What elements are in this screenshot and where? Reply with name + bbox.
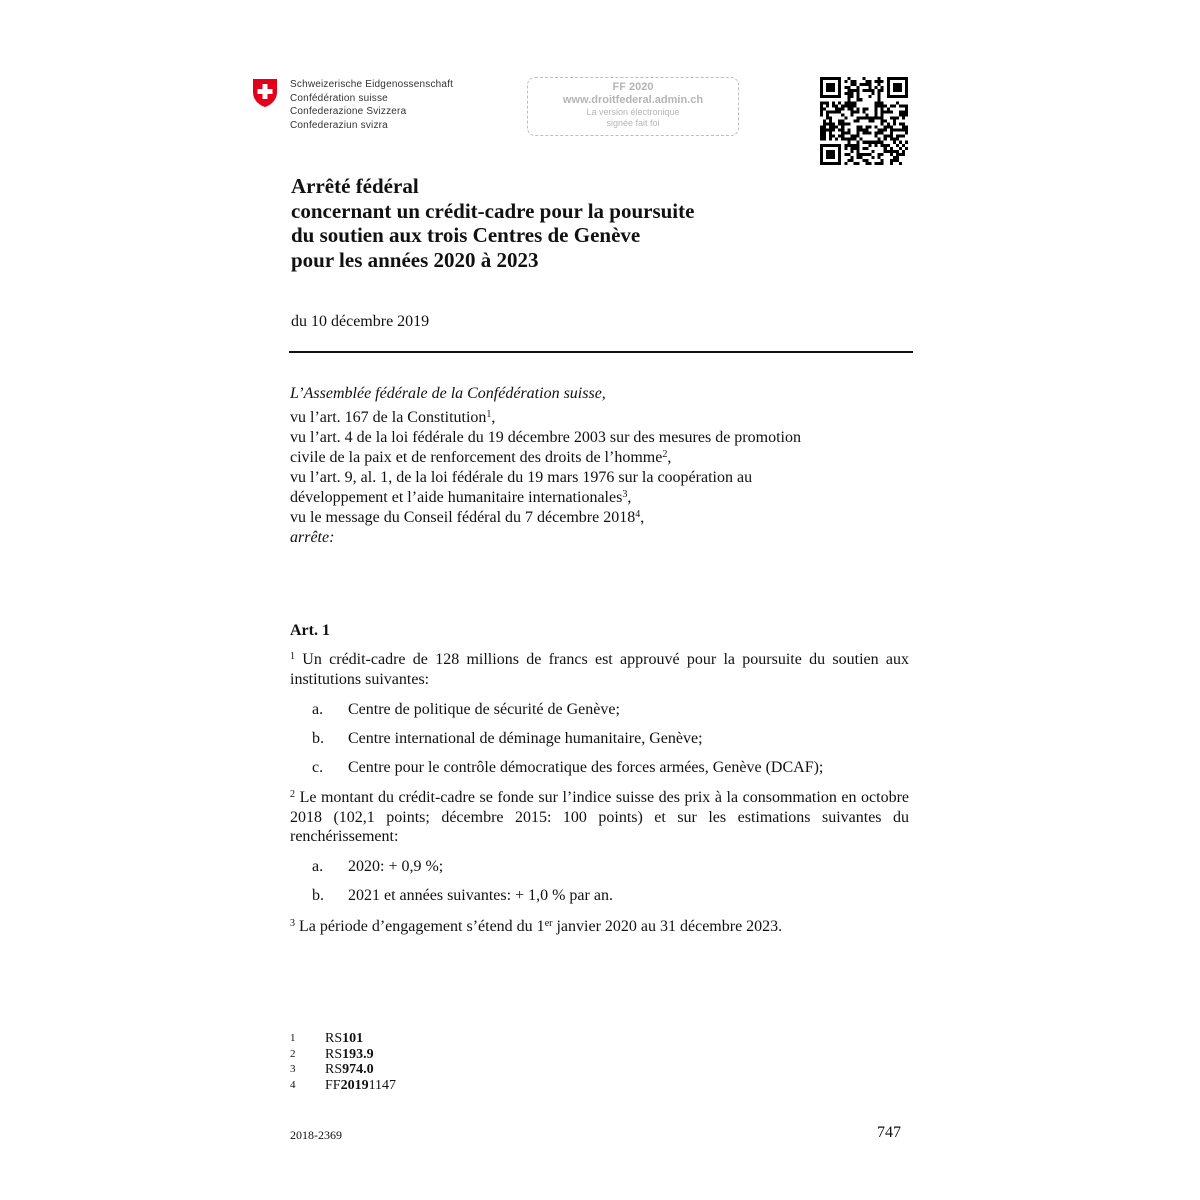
list-item: c. Centre pour le contrôle démocratique des forces armées, Genève (DCAF); [312, 758, 824, 776]
article-title: Art. 1 [290, 622, 330, 639]
preamble-line: vu le message du Conseil fédéral du 7 décembre 2018$^4$, [290, 509, 645, 526]
assembly-line: L’Assemblée fédérale de la Confédération suisse, [290, 385, 606, 402]
footnote: 3 RS 974.0 [290, 1062, 374, 1077]
preamble [290, 384, 910, 548]
footnote: 1 RS 101 [290, 1031, 364, 1046]
decree-line: arrête: [290, 529, 335, 546]
paragraph-1: $^1$ Un crédit-cadre de 128 millions de francs est approuvé pour la poursuite du soutien aux institutions suivantes: [290, 651, 910, 688]
footnote-ref[interactable]: 2 [662, 449, 668, 460]
footnote: 2 RS 193.9 [290, 1046, 374, 1062]
qr-code-icon [820, 77, 908, 165]
footnote-ref[interactable]: 4 [635, 509, 641, 520]
page-number: 747 [877, 1124, 901, 1141]
list-item: a. Centre de politique de sécurité de Genève; [312, 700, 620, 718]
document-number: 2018-2369 [290, 1128, 342, 1142]
institutions-list [290, 695, 909, 782]
inflation-list [290, 853, 909, 911]
confederation-name: Confederaziun svizra [290, 119, 388, 131]
footnotes [290, 1031, 396, 1093]
title-line: concernant un crédit-cadre pour la poursuite [291, 198, 695, 223]
list-item: b. Centre international de déminage humanitaire, Genève; [312, 729, 703, 747]
paragraph-3: $^3$ La période d’engagement s’étend du 1er janvier 2020 au 31 décembre 2023. [290, 917, 783, 935]
preamble-line: vu l’art. 167 de la Constitution$^1$, [290, 409, 496, 426]
footnote-ref[interactable]: 1 [486, 409, 492, 420]
stamp-note: signée fait foi [606, 118, 660, 128]
list-item: a. 2020: + 0,9 %; [312, 858, 444, 876]
preamble-line: vu l’art. 4 de la loi fédérale du 19 décembre 2003 sur des mesures de promotion [290, 429, 801, 446]
stamp-edition: FF 2020 [612, 81, 654, 93]
preamble-line: vu l’art. 9, al. 1, de la loi fédérale du 19 mars 1976 sur la coopération au [290, 469, 753, 486]
document-date: du 10 décembre 2019 [291, 313, 430, 330]
footnote-ref[interactable]: 3 [622, 489, 628, 500]
swiss-cross-icon [252, 78, 278, 108]
document-title [291, 174, 694, 272]
confederation-name: Schweizerische Eidgenossenschaft [290, 79, 454, 90]
confederation-name: Confederazione Svizzera [290, 106, 407, 117]
stamp-note: La version électronique [586, 107, 680, 117]
divider [289, 351, 913, 353]
preamble-line: civile de la paix et de renforcement des droits de l’homme$^2$, [290, 449, 672, 466]
publication-stamp [527, 77, 739, 136]
footnote: 4 FF 2019 1147 [290, 1077, 397, 1093]
title-line: du soutien aux trois Centres de Genève [291, 223, 641, 247]
preamble-line: développement et l’aide humanitaire internationales$^3$, [290, 489, 632, 506]
list-item: b. 2021 et années suivantes: + 1,0 % par an. [312, 887, 613, 905]
paragraph-2: $^2$ Le montant du crédit-cadre se fonde sur l’indice suisse des prix à la consommation en octobre 2018 (102,1 points; décembre 2015: 100 points) et sur les estimations suivantes du renchérissement: [290, 789, 910, 845]
title-line: pour les années 2020 à 2023 [291, 247, 539, 272]
title-line: Arrêté fédéral [291, 174, 419, 198]
stamp-url: www.droitfederal.admin.ch [562, 94, 704, 106]
confederation-names [290, 78, 453, 132]
confederation-name: Confédération suisse [290, 92, 388, 104]
article-body [290, 650, 909, 936]
